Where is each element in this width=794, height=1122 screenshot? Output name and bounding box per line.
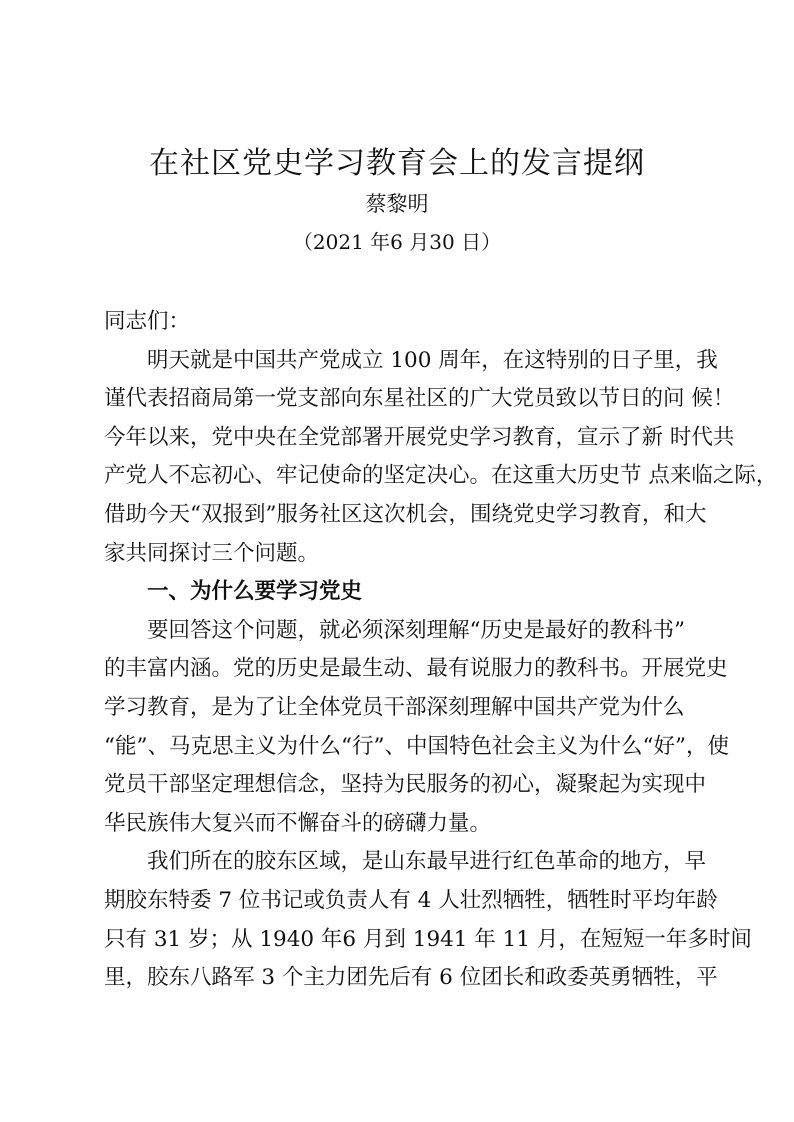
paragraph-line: 明天就是中国共产党成立 100 周年，在这特别的日子里，我 — [147, 347, 718, 373]
paragraph-line: 今年以来，党中央在全党部署开展党史学习教育，宣示了新 时代共 — [104, 424, 735, 450]
document-title: 在社区党史学习教育会上的发言提纲 — [149, 146, 645, 181]
paragraph-line: 谨代表招商局第一党支部向东星社区的广大党员致以节日的问 候！ — [104, 386, 735, 412]
paragraph-line: 只有 31 岁；从 1940 年6 月到 1941 年 11 月，在短短一年多时间 — [104, 926, 752, 952]
section-heading: 一、为什么要学习党史 — [147, 579, 363, 605]
paragraph-line: 党员干部坚定理想信念，坚持为民服务的初心，凝聚起为实现中 — [104, 772, 707, 798]
paragraph-line: 家共同探讨三个问题。 — [104, 540, 320, 566]
salutation: 同志们： — [104, 309, 191, 334]
paragraph-line: 产党人不忘初心、牢记使命的坚定决心。在这重大历史节 点来临之际， — [104, 463, 778, 489]
paragraph-line: 期胶东特委 7 位书记或负责人有 4 人壮烈牺牲，牺牲时平均年龄 — [104, 887, 718, 913]
author-name: 蔡黎明 — [365, 192, 429, 216]
paragraph-line: 里，胶东八路军 3 个主力团先后有 6 位团长和政委英勇牺牲，平 — [104, 965, 718, 991]
paragraph-line: 学习教育，是为了让全体党员干部深刻理解中国共产党为什么 — [104, 694, 685, 720]
paragraph-line: “能”、马克思主义为什么“行”、中国特色社会主义为什么“好”，使 — [104, 733, 729, 759]
speech-date: （2021 年6 月30 日） — [292, 230, 502, 254]
paragraph-line: 要回答这个问题，就必须深刻理解“历史是最好的教科书” — [147, 617, 685, 643]
paragraph-line: 华民族伟大复兴而不懈奋斗的磅礴力量。 — [104, 810, 492, 836]
paragraph-line: 借助今天“双报到”服务社区这次机会，围绕党史学习教育，和大 — [104, 501, 707, 527]
document-body — [104, 303, 778, 998]
paragraph-line: 的丰富内涵。党的历史是最生动、最有说服力的教科书。开展党史 — [104, 656, 728, 682]
paragraph-line: 我们所在的胶东区域，是山东最早进行红色革命的地方，早 — [147, 849, 707, 875]
